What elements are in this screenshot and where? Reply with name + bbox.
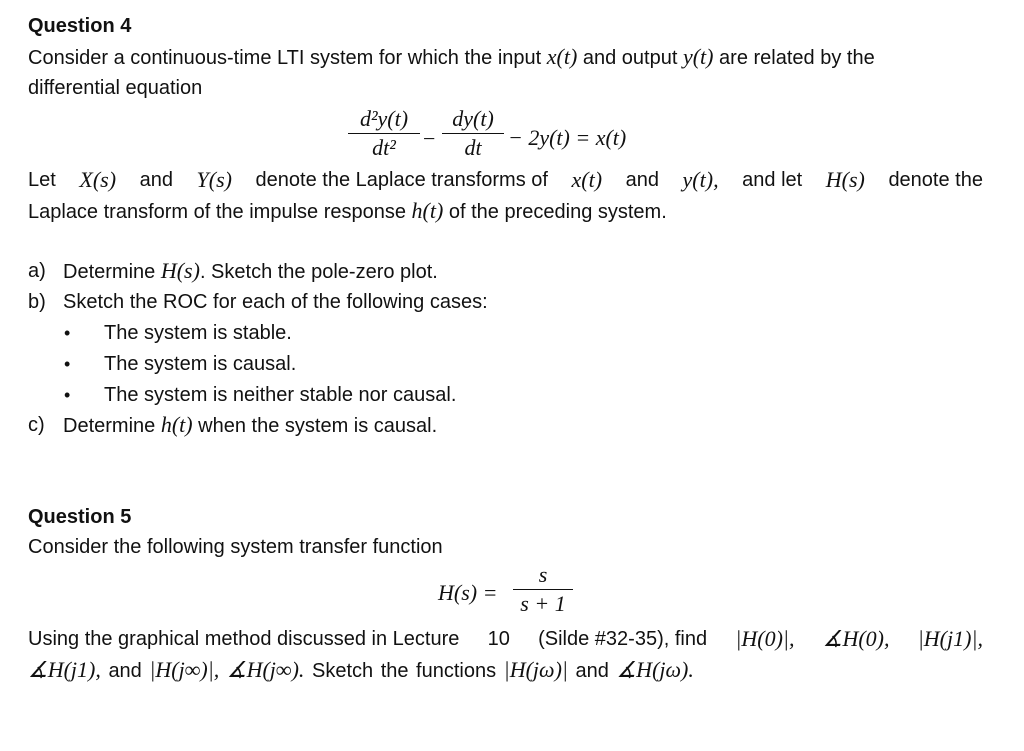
- question-4-title: Question 4: [28, 15, 132, 37]
- minus-sign: −: [423, 126, 436, 151]
- q4-let-line-1: Let X(s) and Y(s) denote the Laplace transforms of x(t) and y(t), and let H(s) denote the: [28, 167, 983, 192]
- math-x-t: x(t): [546, 44, 578, 69]
- transfer-function-lhs: H(s) =: [438, 580, 498, 605]
- q5-intro: Consider the following system transfer function: [28, 536, 443, 558]
- math-h-t: h(t): [411, 198, 444, 223]
- math-y-t: y(t): [682, 44, 714, 69]
- part-b-text: Sketch the ROC for each of the following cases:: [63, 291, 488, 313]
- q4-intro-line-1: Consider a continuous-time LTI system for which the input x(t) and output y(t) are related by the: [28, 44, 875, 69]
- part-b-label: b): [28, 291, 46, 313]
- q5-line-2: ∡H(j1), and |H(j∞)|, ∡H(j∞). Sketch the functions |H(jω)| and ∡H(jω).: [28, 657, 694, 682]
- equation-remainder: − 2y(t) = x(t): [508, 125, 627, 150]
- bullet-marker: •: [64, 323, 71, 343]
- bullet-item: The system is neither stable nor causal.: [104, 384, 457, 406]
- q4-intro-line-2: differential equation: [28, 77, 203, 99]
- bullet-marker: •: [64, 385, 71, 405]
- part-c-text: Determine h(t) when the system is causal.: [63, 412, 438, 437]
- part-a-text: Determine H(s). Sketch the pole-zero plot.: [63, 258, 438, 283]
- q5-line-1: Using the graphical method discussed in Lecture 10 (Silde #32-35), find |H(0)|, ∡H(0), |H(j1)|,: [28, 626, 983, 651]
- transfer-function-fraction: s s + 1: [513, 562, 573, 617]
- fraction-d2y-dt2: d²y(t) dt²: [348, 106, 420, 161]
- bullet-item: The system is stable.: [104, 322, 292, 344]
- q4-let-line-2: Laplace transform of the impulse response h(t) of the preceding system.: [28, 198, 667, 223]
- question-5-title: Question 5: [28, 506, 132, 528]
- part-c-label: c): [28, 414, 45, 436]
- bullet-item: The system is causal.: [104, 353, 297, 375]
- bullet-marker: •: [64, 354, 71, 374]
- part-a-label: a): [28, 260, 46, 282]
- fraction-dy-dt: dy(t) dt: [442, 106, 504, 161]
